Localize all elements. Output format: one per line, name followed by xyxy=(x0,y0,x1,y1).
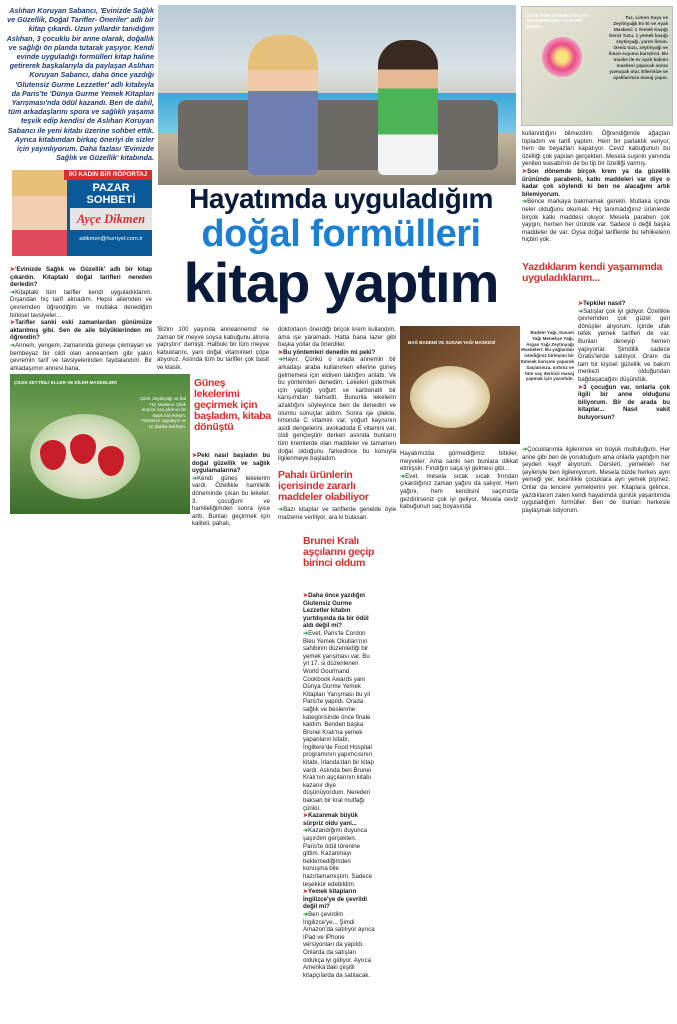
answer: ➜ Annem, yengem, zamanında güneşe çıkmayan ve bembeyaz bir cildi olan anneannem gibi yakın çevremin tarif ve tavsiyelerinden faydalandım. Bir arkadaşımın annesi bana, xyxy=(10,342,152,372)
question: ➤ Peki nasıl başladın bu doğal güzellik ve sağlık uygulamalarına? xyxy=(192,452,270,475)
answer: ➜ Ben çevirdim İngilizce'ye... Şimdi Amazon'da satılıyor ayrıca IPad ve IPhone versiyonları da yapıldı. Onlarda da satışları oldukça iyi gidiyor. Ayrıca Amerika'daki çeşitli kitapçılarda da satılacak. xyxy=(303,911,375,979)
mask-photo-label: OLİVE AYAK SABUNU VE ÇAY AĞACI PEELİNG ALETLERİ MASKE xyxy=(526,13,588,29)
author-email: adikmen@hurriyet.com.tr xyxy=(79,236,143,242)
answer: ➜ Kitaptaki tüm tarifler kendi uyguladıklarım. Dışarıdan hiç tarif almadım. Hepsi ailemden ve çevremden öğrendiğim ve mutlaka denediğim birkisel tavsiyeler... xyxy=(10,289,152,319)
column-name-line2: SOHBETİ xyxy=(86,194,136,206)
article-column-5 xyxy=(522,130,670,244)
article-column-5-mid xyxy=(578,300,670,422)
article-column-1 xyxy=(10,266,152,372)
person-left-figure xyxy=(248,35,318,175)
answer: ➜ Çocuklarımla ilgilenmek en büyük mutluluğum. Her anne gibi ben de yorulduğum ama onlarla yaptığım her şeyden keyif alıyorum. Dersleri, yemekleri her şeyleriyle ben ilgileniyorum. Mesela bizde herkes aynı yemeği yer, kesinlikle çocuklara ayrı yemek pişmez. Onlar da tencere yemeklerini yer. Kitaplara gelince, yazdıklarım zaten kendi hayatımda günlük yaşantımda uyguladığım formüller. Ben de bunları herkesle paylaşmak istiyorum. xyxy=(522,446,670,514)
hero-photo xyxy=(158,5,516,185)
subheading-yazdiklarim: Yazdıklarım kendi yaşamımda uyguladıklarım... xyxy=(522,261,663,284)
intro-text: Aslıhan Koruyan Sabancı, 'Evinizde Sağlık ve Güzellik, Doğal Tarifler- Öneriler' adlı bir kitap çıkardı. Uzun yıllardır tanıdığım Aslıhan, 3 çocuklu bir anne olarak, doğallık ve sağlığı ön planda tutarak yaşıyor. Kendi evinde uyguladığı formülleri kitap haline getirerek başkalarıyla da paylaşan Aslıhan Koruyan Sabancı, daha önce yazdığı 'Glutensiz Gurme Lezzetler' adlı kitabıyla da Paris'te 'Dünya Gurme Yemek Kitapları Yarışması'nda ödül kazandı. Ben de dahil, tüm arkadaşlarını spora ve sağlıklı yaşama teşvik edip kendisi de Aslıhan Koruyan Sabancı ile yeni kitabı üzerine sohbet ettik. Ayrıca kitabından birkaç öneriyi de sizler için yayınlıyorum. Daha fazlası 'Evinizde Sağlık ve Güzellik' kitabında. xyxy=(6,6,154,163)
article-column-2 xyxy=(157,326,269,372)
answer: ➜ Evet, mesela sıcak sıcak fırından çıkardığınız zaman yağını da salıyor. Hem yağını, hem kendisini saçınızda gezdirirseniz çok iyi geliyor. Mesela ceviz kabuğunun saç boyasında xyxy=(400,473,518,511)
question: ➤ 3 çocuğun var, onlarla çok ilgili bir anne olduğunu biliyorum. Bir de arada bu kitaplar... Nasıl vakit buluyorsun? xyxy=(578,384,670,422)
question: ➤ 'Evinizde Sağlık ve Güzellik' adlı bir kitap çıkardın. Kitaptaki doğal tarifleri nereden derledin? xyxy=(10,266,152,289)
column-name xyxy=(70,182,152,206)
almond-photo-label: BAĞ BADEMİ VE SUSAM YAĞI MASKESİ xyxy=(408,340,496,345)
author-portrait xyxy=(12,170,67,256)
subheading-brunei: Brunei Kralı aşçılarını geçip birinci oldum xyxy=(303,535,375,569)
mask-photo-caption: Tuz, Limon Suyu ve Zeytinyağlı Ev El ve Ayak Maskesi: 1 Yemek Kaşığı Deniz Tuzu, 1 yemek kaşığı zeytinyağı, yarım limon. Deniz tuzu, zeytinyağı ve limon suyunu karıştırın. Bu maske ile ev ayak bakımı maskesi yapacak sonra yumuşak olur. Ellerinize ve ayaklarınıza masaj yapın. xyxy=(608,15,668,80)
answer: ➜ Satışlar çok iyi gidiyor. Özellikle çevremden çok güzel geri dönüşler alıyorum. İçinde ufak tefek yemek tarifleri de var. Bunları deneyip hemen yapıyorlar. Şimdilik sadece Gratis'lerde satılıyor. Oranı da tam bir kişisel güzellik ve bakım merkezi olduğundan bağdaşacağını düşündük. xyxy=(578,308,670,384)
flower-icon xyxy=(542,37,582,77)
answer: ➜ Hayır. Çünkü o sırada annemin bir arkadaşı araba kullanırken ellerine güneş gelmemesi için eldiven taktığını anlattı. Ve bu yöntemleri denedim. Lekeleri gidermek için yaptığı yoğurt ve karbonatlı bir karışımdan bahsetti. Bununla lekelerin azaldığını söyleyince ben de denedim ve olumlu sonuçlar aldım. Sonra işe çilekte, limonda C vitamini var, yoğurt kayısının asidi dengelerini, avokadoda E vitamini var, cildi gençleştirir derken aslında bunların tüm kremlerde olan maddeler ve tamamen doğal olduğunu farkedince bu konuyla ilgilenmeye başladım. xyxy=(278,356,396,462)
sofa-shape xyxy=(178,100,498,170)
column-name-line1: PAZAR xyxy=(92,182,130,194)
question: ➤ Tarifler sanki eski zamanlardan günümüze aktarılmış gibi. Sen de aile büyüklerinden mi öğrendin? xyxy=(10,319,152,342)
answer: ➜ Kazandığımı duyunca şaşırdım gerçekten. Paris'te ödül törenine gittim. Kazanmayı beklemediğimden konuşma bile hazırlamamıştım. Sadece teşekkür edebildim. xyxy=(303,827,375,888)
strawberry-photo-label: ÇİLEK ZEYTİNLİ ELLER VE KİLER MASKELERİ xyxy=(14,380,117,385)
question: ➤ Daha önce yazdığın Glutensiz Gurme Lezzetler kitabın yurtdışında da bir ödül aldı değil mi? xyxy=(303,592,375,630)
answer: ➜ Bence markaya bakmamak gerekli. Mutlaka içinde neler olduğunu okumalı. Hiç tanımadığınız ürünlerde birçok katkı maddesi oluyor. Mesela paraben çok yaygın, hemen her üründe var. Sadece o değil başka maddeler de var. Oysa doğal tariflerde bu tehlikelerin hiçbiri yok. xyxy=(522,198,670,244)
plate-shape xyxy=(410,366,490,428)
headline-line1: Hayatımda uyguladığım xyxy=(189,183,493,214)
paragraph: 'Bizim 100 yaşında anneannemiz ne zaman bir meyve soysa kabuğunu alnına yapıştırır' demişti. Halbuki bir tüm meyve kabuklarını, yani doğal vitaminleri çöpe atıyoruz. Aslında tüm bu tarifler çok basit ve klasik. xyxy=(157,326,269,371)
person-right-figure xyxy=(378,40,438,175)
question: ➤ Son dönemde birçok krem ya da güzellik ürününde parabenlı, katkı maddeleri var diye o kadar çok söylendi ki ben ne alacağımı artık bilemiyorum. xyxy=(522,168,670,198)
paragraph: kullanıldığını bilmezdim. Öğrendiğimde ağaçtan topladım ve tarifi yaptım. Hem bir parlaklık veriyor, hem de beyazları kapatıyor. Ceviz kabuğunun bu özelliği çok yapılan gerçekten. Mesela suşinin yanında yenilen wasabi'nin de bu tip bir özelliği varmış. xyxy=(522,130,670,168)
strawberry-photo-caption: Çilek, Zeytinyağı ve Bal Yüz Maskesi. Çilek ezip bir kaç çilek ve bir kaşık bal ekleyin. Yüzünüze uygulayın ve 10 dakika bekleyin. xyxy=(140,396,186,429)
article-column-4 xyxy=(400,450,518,511)
paragraph: doktorların önerdiği birçok krem kullandım, ama işe yaramadı. Hatta bana lazer gibi başka yollar da önerdiler. xyxy=(278,326,396,349)
article-column-3-bottom xyxy=(278,506,396,521)
strawberry-photo xyxy=(10,374,190,514)
question: ➤ Bu yöntemleri denedin mi peki? xyxy=(278,349,396,357)
almond-photo-caption: Badem Yağı, Susam Yağı Menekşe Yağı, Argan Yağı Zeytinyağı Maskeleri: Bu yağlardan istediğiniz birleşimi bir tümsek karışımı yaparak Saçlarınıza, sırtınız ve tüm saç derinizi masaj yapmak için yararlıdır. xyxy=(520,330,574,382)
article-column-brunei xyxy=(303,592,375,979)
subheading-gunes: Güneş lekelerimi geçirmek için başladım, kitaba dönüştü xyxy=(194,377,271,433)
subheading-pahali: Pahalı ürünlerin içerisinde zararlı maddeler olabiliyor xyxy=(278,469,369,503)
author-signature: Ayçe Dikmen xyxy=(70,208,152,230)
answer: ➜ Bazı kitaplar ve tariflerde genelde öyle malzeme veriliyor, ara ki bulasan. xyxy=(278,506,396,521)
paragraph: Hayatımızda görmediğimiz bitkiler, meyveler. Ama sanki sen bunlara dikkat etmişsin. Fındığın saça iyi gelmesi gibi... xyxy=(400,450,518,473)
column-badge xyxy=(12,170,152,256)
almond-photo xyxy=(400,326,520,444)
question: ➤ Tepkiler nasıl? xyxy=(578,300,670,308)
question: ➤ Kazanmak büyük sürpriz oldu yani... xyxy=(303,812,375,827)
article-column-5-bottom xyxy=(522,446,670,514)
headline-line2: doğal formülleri xyxy=(201,213,481,255)
column-kicker: İKİ KADIN BİR RÖPORTAJ xyxy=(64,170,152,180)
mask-photo-right xyxy=(521,6,673,126)
article-column-3 xyxy=(278,326,396,463)
answer: ➜ Evet, Paris'te Cordon Bleu Yemek Okulları'nın sahibinin düzenlediği bir yemek yarışması var. Bu yıl 17. si düzenlenen World Gourmand Cookbook Awards yani Dünya Gurme Yemek Kitapları Yarışması bu yıl Paris'te yapıldı. Orada sağlık ve beslenme kategorisinde önce finale kaldım. Benden başka Brunei Kralı'na yemek yapanların kitabı, İngiltere'de Food Hospital programının yapımcısının kitabı, İrlanda'dan bir kitap vardı. Aslında ben Brunei Kralı'nın aşçılarının kitabı kazanır diye düşünüyordum. Nereden baksan bir kral mutfağı çünkü. xyxy=(303,630,375,812)
answer: ➜ Kendi güneş lekelerim vardı. Özellikle hamilelik döneminde çıkan bu lekeler. 3. çocuğum ve hamileliğimden sonra iyice arttı. Bunları geçirmek için kaliteli, pahalı, xyxy=(192,475,270,528)
article-column-2-bottom xyxy=(192,452,270,528)
question: ➤ Yemek kitapların İngilizce'ye de çevrildi değil mi? xyxy=(303,888,375,911)
headline-line3: kitap yaptım xyxy=(183,251,499,314)
